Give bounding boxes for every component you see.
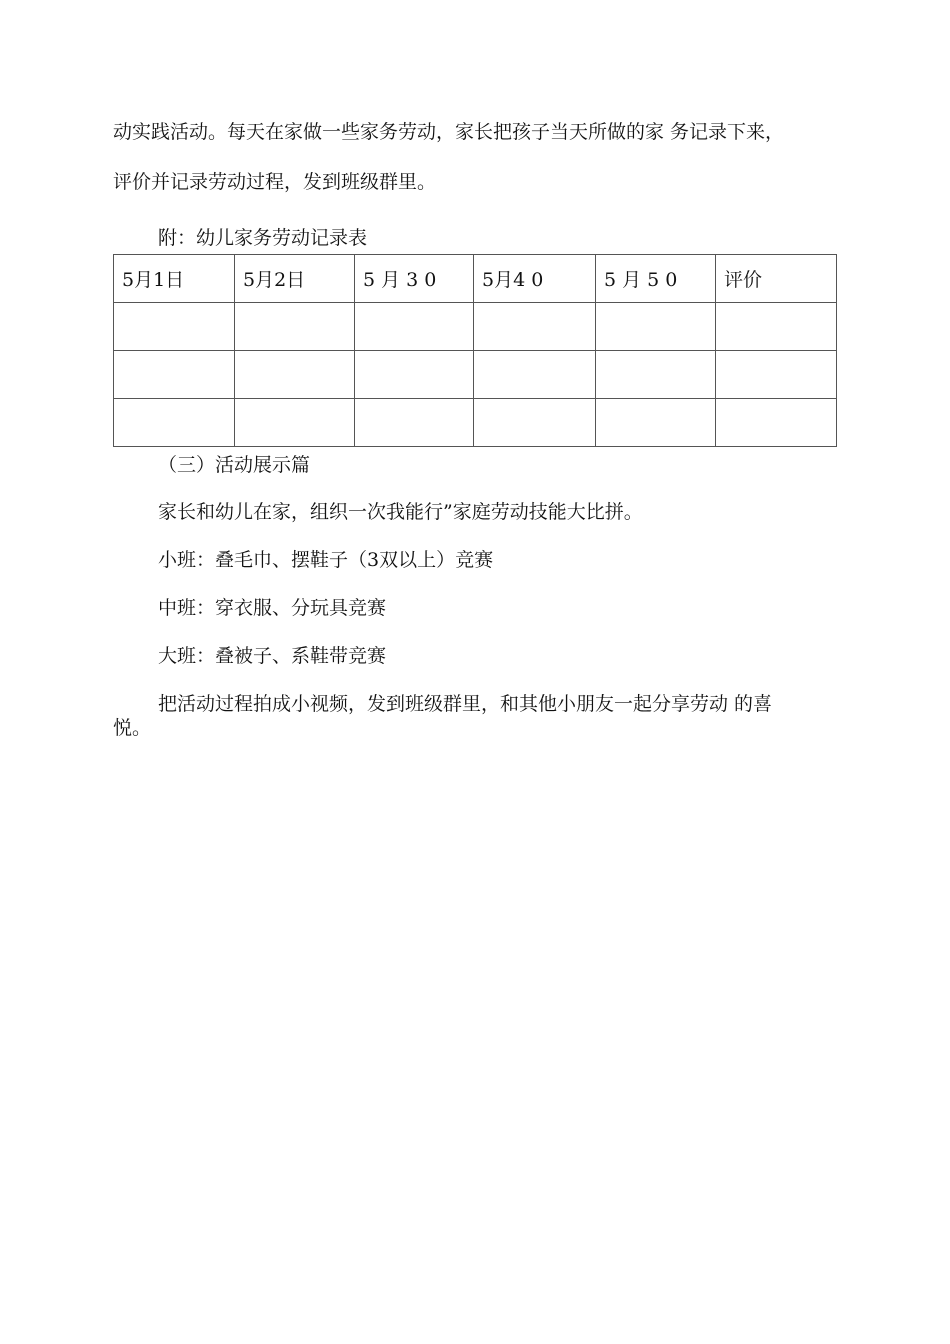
table-cell (114, 303, 235, 351)
header-cell-may-5: 5 月 5 0 (596, 255, 716, 303)
header-cell-may-4: 5月4 0 (474, 255, 596, 303)
table-cell (716, 303, 837, 351)
table-cell (114, 351, 235, 399)
table-cell (235, 351, 355, 399)
table-row (114, 399, 837, 447)
paragraph-line: 评价并记录劳动过程，发到班级群里。 (113, 171, 437, 193)
paragraph-line: 动实践活动。每天在家做一些家务劳动，家长把孩子当天所做的家 务记录下来， (113, 121, 785, 143)
table-cell (114, 399, 235, 447)
paragraph-line: 中班：穿衣服、分玩具竞赛 (158, 597, 387, 619)
table-cell (235, 399, 355, 447)
table-header-row (114, 255, 837, 303)
header-cell-may-1: 5月1日 (114, 255, 235, 303)
table-cell (596, 399, 716, 447)
table-caption: 附：幼儿家务劳动记录表 (158, 227, 368, 249)
table-row (114, 303, 837, 351)
header-cell-evaluation: 评价 (716, 255, 837, 303)
paragraph-line: 小班：叠毛巾、摆鞋子（3双以上）竞赛 (158, 549, 494, 571)
table-cell (355, 351, 474, 399)
table-cell (716, 351, 837, 399)
table-row (114, 351, 837, 399)
paragraph-line: 家长和幼儿在家，组织一次我能行”家庭劳动技能大比拼。 (158, 501, 643, 523)
header-cell-may-3: 5 月 3 0 (355, 255, 474, 303)
chore-record-table (113, 254, 837, 447)
header-cell-may-2: 5月2日 (235, 255, 355, 303)
paragraph-line: 大班：叠被子、系鞋带竞赛 (158, 645, 387, 667)
table-cell (716, 399, 837, 447)
table-cell (596, 303, 716, 351)
paragraph-line: 悦。 (113, 717, 152, 739)
table-cell (474, 351, 596, 399)
paragraph-line: 把活动过程拍成小视频，发到班级群里，和其他小朋友一起分享劳动 的喜 (158, 693, 773, 715)
table-cell (355, 303, 474, 351)
table-cell (235, 303, 355, 351)
table-cell (596, 351, 716, 399)
table-cell (474, 399, 596, 447)
section-heading: （三）活动展示篇 (158, 454, 311, 476)
table-cell (355, 399, 474, 447)
table-cell (474, 303, 596, 351)
